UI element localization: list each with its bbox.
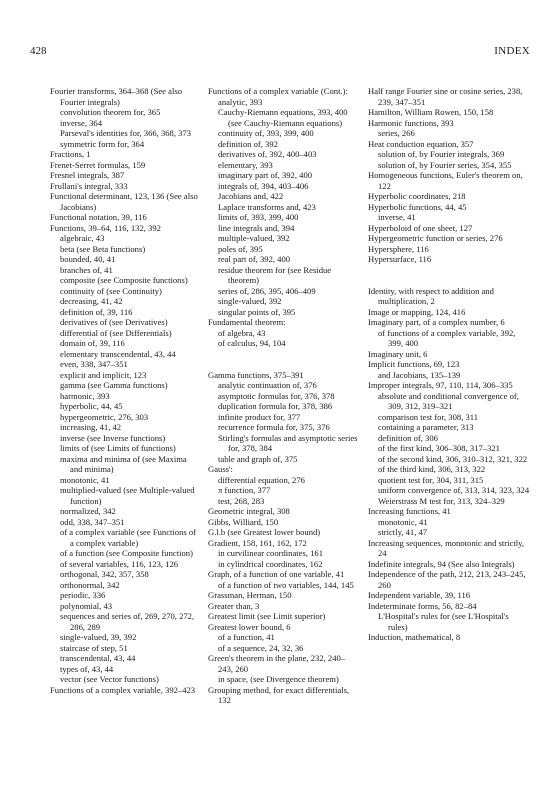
index-subentry: of a function (see Composite function) [60,548,193,558]
index-subentry: inverse, 41 [378,212,416,222]
index-entry: Grassman, Herman, 150 [208,590,292,600]
index-subentry: uniform convergence of, 313, 314, 323, 324 [378,485,530,495]
index-subentry: derivatives of (see Derivatives) [60,317,168,327]
index-subentry: Cauchy-Riemann equations, 393, 400 (see Cauchy-Riemann equations) [218,107,348,128]
index-subentry: π function, 377 [218,485,271,495]
index-subentry: hyperbolic, 44, 45 [60,401,123,411]
index-subentry: series of, 286, 395, 406–409 [218,285,316,296]
index-entry: Imaginary unit, 6 [368,348,428,359]
index-subentry: inverse, 364 [60,117,103,128]
index-entry: Image or mapping, 124, 416 [368,306,466,317]
index-entry: Gibbs, Williard, 150 [208,516,279,527]
index-entry: Identity, with respect to addition and multiplication, 2 [368,285,494,306]
index-entry: Grouping method, for exact differentials, 132 [208,684,350,705]
index-subentry: convolution theorem for, 365 [60,107,161,117]
index-subentry: infinite product for, 377 [218,411,301,422]
index-entry: Indeterminate forms, 56, 82–84 [368,600,477,611]
index-subentry: containing a parameter, 313 [378,422,474,432]
index-subentry: L'Hospital's rules for (see L'Hospital's rules) [378,611,509,632]
section-gap [368,265,530,276]
index-subentry: even, 338, 347–351 [60,359,128,369]
index-subentry: asymptotic formulas for, 376, 378 [218,390,335,401]
index-subentry: normalized, 342 [60,506,116,516]
index-entry: Induction, mathematical, 8 [368,632,461,642]
index-subentry: of several variables, 116, 123, 126 [60,558,179,569]
index-entry: Hypersphere, 116 [368,243,429,254]
index-entry: Fourier transforms, 364–368 (See also Fourier integrals) [50,86,182,107]
index-entry: Frenet-Serret formulas, 159 [50,159,146,170]
index-subentry: comparison test for, 308, 311 [378,411,479,422]
index-subentry: integrals of, 394, 403–406 [218,180,309,191]
index-subentry: bounded, 40, 41 [60,254,116,264]
index-entry: Imaginary part, of a complex number, 6 [368,317,505,327]
index-entry: G.l.b (see Greatest lower bound) [208,527,321,537]
index-subentry: single-valued, 392 [218,296,282,306]
index-entry: Hypersurface, 116 [368,254,432,264]
index-subentry: decreasing, 41, 42 [60,296,123,306]
index-subentry: single-valued, 39, 392 [60,632,137,642]
index-subentry: of a sequence, 24, 32, 36 [218,642,304,653]
index-subentry: hypergeometric, 276, 303 [60,411,149,422]
index-subentry: definition of, 306 [378,432,438,443]
index-entry: Harmonic functions, 393 [368,117,454,128]
index-entry: Greatest lower bound, 6 [208,621,291,632]
index-entry: Fresnel integrals, 387 [50,170,125,180]
index-entry: Hyperbolic coordinates, 218 [368,191,466,201]
index-subentry: monotonic, 41 [378,516,428,527]
index-subentry: differential of (see Differentials) [60,327,172,338]
index-subentry: beta (see Beta functions) [60,243,146,254]
index-subentry: limits of, 393, 399, 400 [218,212,299,222]
index-entry: Functional determinant, 123, 136 (See also Jacobians) [50,191,198,212]
index-subentry: of the second kind, 306, 310–312, 321, 322 [378,453,528,464]
index-subentry: in cylindrical coordinates, 162 [218,558,323,569]
index-entry: Graph, of a function of one variable, 41 [208,569,345,579]
index-subentry: gamma (see Gamma functions) [60,380,168,390]
index-subentry: orthogonal, 342, 357, 358 [60,569,149,579]
index-entry: Hyperboloid of one sheet, 127 [368,222,473,233]
index-entry: Greater than, 3 [208,600,260,611]
index-subentry: odd, 338, 347–351 [60,516,125,527]
index-subentry: vector (see Vector functions) [60,674,159,684]
index-subentry: transcendental, 43, 44 [60,653,136,663]
index-entry: Implicit functions, 69, 123 [368,359,460,369]
index-entry: Fractions, 1 [50,149,91,159]
page-number: 428 [30,45,47,57]
index-subentry: test, 268, 283 [218,495,265,506]
index-subentry: elementary, 393 [218,159,273,170]
index-subentry: of a complex variable (see Functions of a complex variable) [60,527,197,548]
index-entry: Frullani's integral, 333 [50,180,128,191]
index-entry: Greatest limit (see Limit superior) [208,611,326,621]
index-subentry: strictly, 41, 47 [378,527,428,537]
index-subentry: analytic continuation of, 376 [218,380,317,390]
index-subentry: Parseval's identities for, 366, 368, 373 [60,128,192,138]
index-subentry: definition of, 39, 116 [60,306,133,317]
index-column-3 [368,86,530,643]
index-entry: Hyperbolic functions, 44, 45 [368,201,467,212]
index-subentry: duplication formula for, 378, 386 [218,401,333,411]
section-gap [208,349,358,360]
index-entry: Functions of a complex variable, 392–423 [50,684,196,695]
index-entry: Independence of the path, 212, 213, 243–245, 260 [368,569,526,590]
index-subentry: elementary transcendental, 43, 44 [60,348,176,359]
index-subentry: recurrence formula for, 375, 376 [218,422,330,432]
index-entry: Gamma functions, 375–391 [208,369,304,380]
index-entry: Gradient, 158, 161, 162, 172 [208,537,307,548]
index-subentry: maxima and minima of (see Maxima and minima) [60,453,187,474]
index-column-2 [208,86,358,706]
index-subentry: derivatives of, 392, 400–403 [218,149,317,159]
index-subentry: absolute and conditional convergence of, 309, 312, 319–321 [378,390,519,411]
index-subentry: domain of, 39, 116 [60,338,125,348]
index-subentry: algebraic, 43 [60,233,105,243]
running-head: INDEX [494,45,530,57]
index-subentry: Laplace transforms and, 423 [218,201,316,212]
index-subentry: table and graph of, 375 [218,453,298,464]
index-subentry: Stirling's formulas and asymptotic series for, 378, 384 [218,432,358,453]
index-entry: Independent variable, 39, 116 [368,590,471,600]
index-subentry: of a function, 41 [218,632,275,642]
index-entry: Hypergeometric function or series, 276 [368,233,503,243]
index-subentry: of a function of two variables, 144, 145 [218,579,354,590]
index-subentry: and Jacobians, 135–139 [378,369,461,380]
index-entry: Heat conduction equation, 357 [368,138,474,149]
index-subentry: continuity of (see Continuity) [60,285,162,296]
index-entry: Geometric integral, 308 [208,506,290,516]
index-subentry: differential equation, 276 [218,474,305,485]
index-subentry: solution of, by Fourier integrals, 369 [378,149,505,159]
index-subentry: symmetric form for, 364 [60,138,145,149]
index-subentry: real part of, 392, 400 [218,254,291,264]
index-subentry: poles of, 395 [218,243,263,254]
index-subentry: of algebra, 43 [218,327,266,338]
index-entry: Gauss': [208,464,233,474]
index-subentry: explicit and implicit, 123 [60,369,147,380]
index-subentry: inverse (see Inverse functions) [60,432,166,443]
index-subentry: series, 266 [378,128,415,138]
index-subentry: Jacobians and, 422 [218,191,284,201]
index-subentry: of the first kind, 306–308, 317–321 [378,443,500,453]
index-subentry: line integrals and, 394 [218,222,295,233]
index-subentry: monotonic, 41 [60,474,110,485]
index-entry: Green's theorem in the plane, 232, 240–243, 260 [208,653,346,674]
index-subentry: multiplied-valued (see Multiple-valued function) [60,485,195,506]
index-entry: Indefinite integrals, 94 (See also Integrals) [368,558,515,569]
index-column-1 [50,86,198,695]
index-subentry: increasing, 41, 42 [60,422,122,432]
index-subentry: of the third kind, 306, 313, 322 [378,464,486,474]
index-entry: Functions, 39–64, 116, 132, 392 [50,222,161,233]
index-entry: Homogeneous functions, Euler's theorem on, 122 [368,170,523,191]
section-gap [208,359,358,370]
index-entry: Improper integrals, 97, 110, 114, 306–335 [368,380,513,390]
index-entry: Fundamental theorem: [208,317,286,327]
index-subentry: types of, 43, 44 [60,663,114,674]
index-subentry: composite (see Composite functions) [60,275,188,285]
index-subentry: analytic, 393 [218,96,263,107]
index-subentry: polynomial, 43 [60,600,113,611]
index-entry: Functional notation, 39, 116 [50,212,147,222]
index-entry: Half range Fourier sine or cosine series, 238, 239, 347–351 [368,86,523,107]
index-subentry: of calculus, 94, 104 [218,338,286,348]
index-subentry: solution of, by Fourier series, 354, 355 [378,159,512,170]
index-subentry: branches of, 41 [60,264,113,275]
index-subentry: sequences and series of, 269, 270, 272, 286, 289 [60,611,195,632]
index-entry: Increasing functions, 41 [368,506,451,516]
index-subentry: of functions of a complex variable, 392, 399, 400 [378,327,516,348]
index-subentry: quotient test for, 304, 311, 315 [378,474,484,485]
index-subentry: Weierstrass M test for, 313, 324–329 [378,495,505,506]
index-entry: Increasing sequences, monotonic and strictly, 24 [368,537,524,558]
index-subentry: imaginary part of, 392, 400 [218,170,313,180]
section-gap [368,275,530,286]
index-entry: Functions of a complex variable (Cont.): [208,86,348,96]
index-subentry: periodic, 336 [60,590,106,600]
index-subentry: orthonormal, 342 [60,579,120,590]
index-subentry: limits of (see Limits of functions) [60,443,176,453]
index-subentry: in curvilinear coordinates, 161 [218,548,324,558]
index-subentry: harmonic, 393 [60,390,110,401]
index-subentry: staircase of step, 51 [60,642,128,653]
index-subentry: residue theorem for (see Residue theorem) [218,264,332,285]
index-subentry: multiple-valued, 392 [218,233,290,243]
index-subentry: continuity of, 393, 399, 400 [218,128,314,138]
index-subentry: in space, (see Divergence theorem) [218,674,339,684]
index-subentry: definition of, 392 [218,138,278,149]
index-entry: Hamilton, William Rowen, 150, 158 [368,107,494,117]
index-subentry: singular points of, 395 [218,306,296,317]
